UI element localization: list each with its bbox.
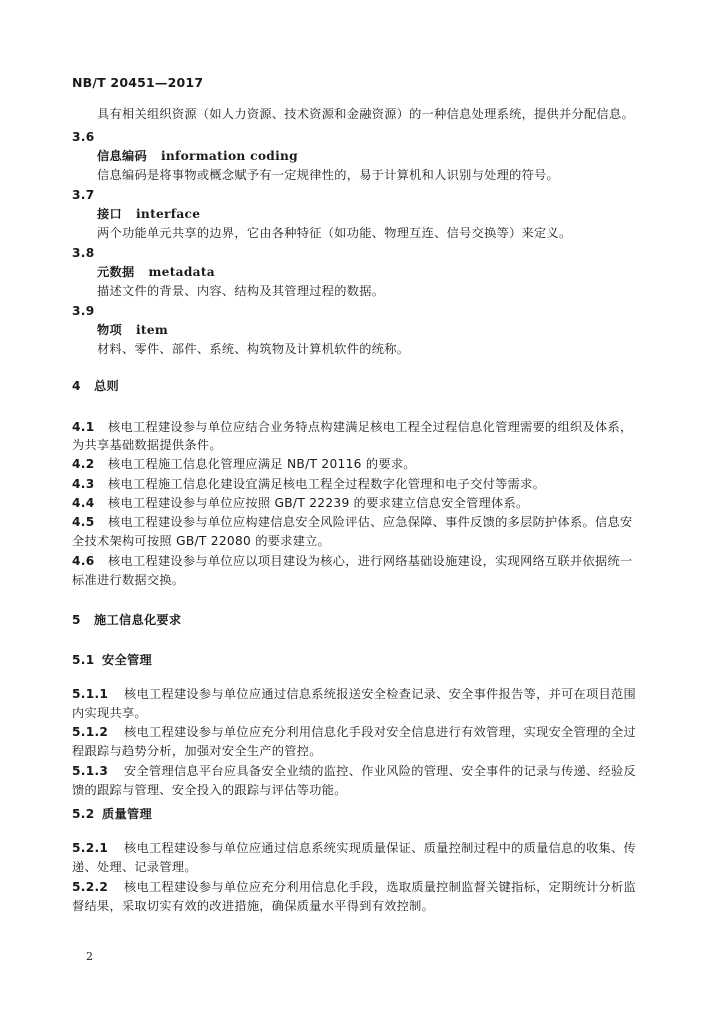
- subsection-heading: [72, 806, 652, 822]
- clause: [72, 763, 652, 779]
- clause-continued: 递、处理、记录管理。: [72, 860, 197, 874]
- term-zh: 元数据: [97, 265, 135, 279]
- clause: [72, 686, 652, 702]
- clause: [72, 879, 652, 895]
- term-heading: [97, 206, 677, 222]
- term-heading: [97, 264, 677, 280]
- term-definition: 材料、零件、部件、系统、构筑物及计算机软件的统称。: [97, 342, 410, 356]
- subsection-heading: [72, 652, 652, 668]
- section-heading: [72, 612, 652, 628]
- clause: [72, 514, 652, 530]
- clause-number: 5.1.1: [72, 687, 109, 701]
- section-title: 施工信息化要求: [94, 613, 182, 627]
- term-definition: 两个功能单元共享的边界，它由各种特征（如功能、物理互连、信号交换等）来定义。: [97, 226, 572, 240]
- subsection-number: 5.1: [72, 653, 95, 667]
- term-number: 3.6: [72, 130, 95, 144]
- clause-number: 4.5: [72, 515, 95, 529]
- clause-number: 4.6: [72, 554, 95, 568]
- term-en: metadata: [148, 265, 215, 279]
- clause-continued: 全技术架构可按照 GB/T 22080 的要求建立。: [72, 534, 331, 548]
- clause-continued: 程跟踪与趋势分析，加强对安全生产的管控。: [72, 744, 322, 758]
- subsection-title: 质量管理: [102, 807, 152, 821]
- term-definition: 描述文件的背景、内容、结构及其管理过程的数据。: [97, 284, 385, 298]
- clause-number: 5.1.2: [72, 725, 109, 739]
- term-heading: [97, 322, 677, 338]
- term-en: interface: [135, 207, 201, 221]
- clause-number: 4.1: [72, 420, 95, 434]
- clause-continued: 为共享基础数据提供条件。: [72, 438, 222, 452]
- clause-number: 4.4: [72, 496, 95, 510]
- clause-continued: 馈的跟踪与管理、安全投入的跟踪与评估等功能。: [72, 783, 347, 797]
- subsection-title: 安全管理: [102, 653, 152, 667]
- clause: [72, 724, 652, 740]
- term-zh: 接口: [97, 207, 122, 221]
- clause-continued: 督结果，采取切实有效的改进措施，确保质量水平得到有效控制。: [72, 899, 435, 913]
- clause-continued: 标准进行数据交换。: [72, 573, 185, 587]
- clause: [72, 840, 652, 856]
- clause-text: 核电工程建设参与单位应按照 GB/T 22239 的要求建立信息安全管理体系。: [108, 496, 529, 510]
- clause-text: 核电工程建设参与单位应通过信息系统报送安全检查记录、安全事件报告等，并可在项目范围: [124, 687, 636, 701]
- clause-number: 5.1.3: [72, 764, 109, 778]
- term-zh: 物项: [97, 323, 122, 337]
- clause-number: 4.2: [72, 457, 95, 471]
- clause-text: 核电工程建设参与单位应充分利用信息化手段，选取质量控制监督关键指标，定期统计分析监: [124, 880, 636, 894]
- clause-text: 核电工程建设参与单位应以项目建设为核心，进行网络基础设施建设，实现网络互联并依据统一: [108, 554, 633, 568]
- term-en: information coding: [160, 149, 299, 163]
- clause: [72, 419, 652, 435]
- term-number: 3.9: [72, 304, 95, 318]
- clause-number: 5.2.1: [72, 841, 109, 855]
- clause-text: 核电工程施工信息化管理应满足 NB/T 20116 的要求。: [108, 457, 416, 471]
- clause-text: 核电工程建设参与单位应通过信息系统实现质量保证、质量控制过程中的质量信息的收集、传: [124, 841, 636, 855]
- clause: [72, 495, 652, 511]
- section-number: 4: [72, 379, 81, 393]
- term-definition: 信息编码是将事物或概念赋予有一定规律性的，易于计算机和人识别与处理的符号。: [97, 168, 560, 182]
- clause-number: 5.2.2: [72, 880, 109, 894]
- clause-continued: 内实现共享。: [72, 706, 147, 720]
- term-number: 3.7: [72, 188, 95, 202]
- section-heading: [72, 378, 652, 394]
- clause: [72, 553, 652, 569]
- section-number: 5: [72, 613, 81, 627]
- page-number: 2: [86, 950, 93, 963]
- term-zh: 信息编码: [97, 149, 147, 163]
- clause-number: 4.3: [72, 477, 95, 491]
- term-definition-continued: 具有相关组织资源（如人力资源、技术资源和金融资源）的一种信息处理系统，提供并分配信息。: [97, 107, 634, 121]
- clause-text: 核电工程建设参与单位应充分利用信息化手段对安全信息进行有效管理，实现安全管理的全过: [124, 725, 636, 739]
- term-en: item: [135, 323, 169, 337]
- section-title: 总则: [94, 379, 119, 393]
- clause-text: 安全管理信息平台应具备安全业绩的监控、作业风险的管理、安全事件的记录与传递、经验反: [124, 764, 636, 778]
- clause-text: 核电工程施工信息化建设宜满足核电工程全过程数字化管理和电子交付等需求。: [108, 477, 546, 491]
- term-heading: [97, 148, 677, 164]
- subsection-number: 5.2: [72, 807, 95, 821]
- term-number: 3.8: [72, 246, 95, 260]
- clause-text: 核电工程建设参与单位应构建信息安全风险评估、应急保障、事件反馈的多层防护体系。信息安: [108, 515, 633, 529]
- document-code: NB/T 20451—2017: [72, 75, 204, 90]
- clause-text: 核电工程建设参与单位应结合业务特点构建满足核电工程全过程信息化管理需要的组织及体系，: [108, 420, 633, 434]
- clause: [72, 476, 652, 492]
- clause: [72, 456, 652, 472]
